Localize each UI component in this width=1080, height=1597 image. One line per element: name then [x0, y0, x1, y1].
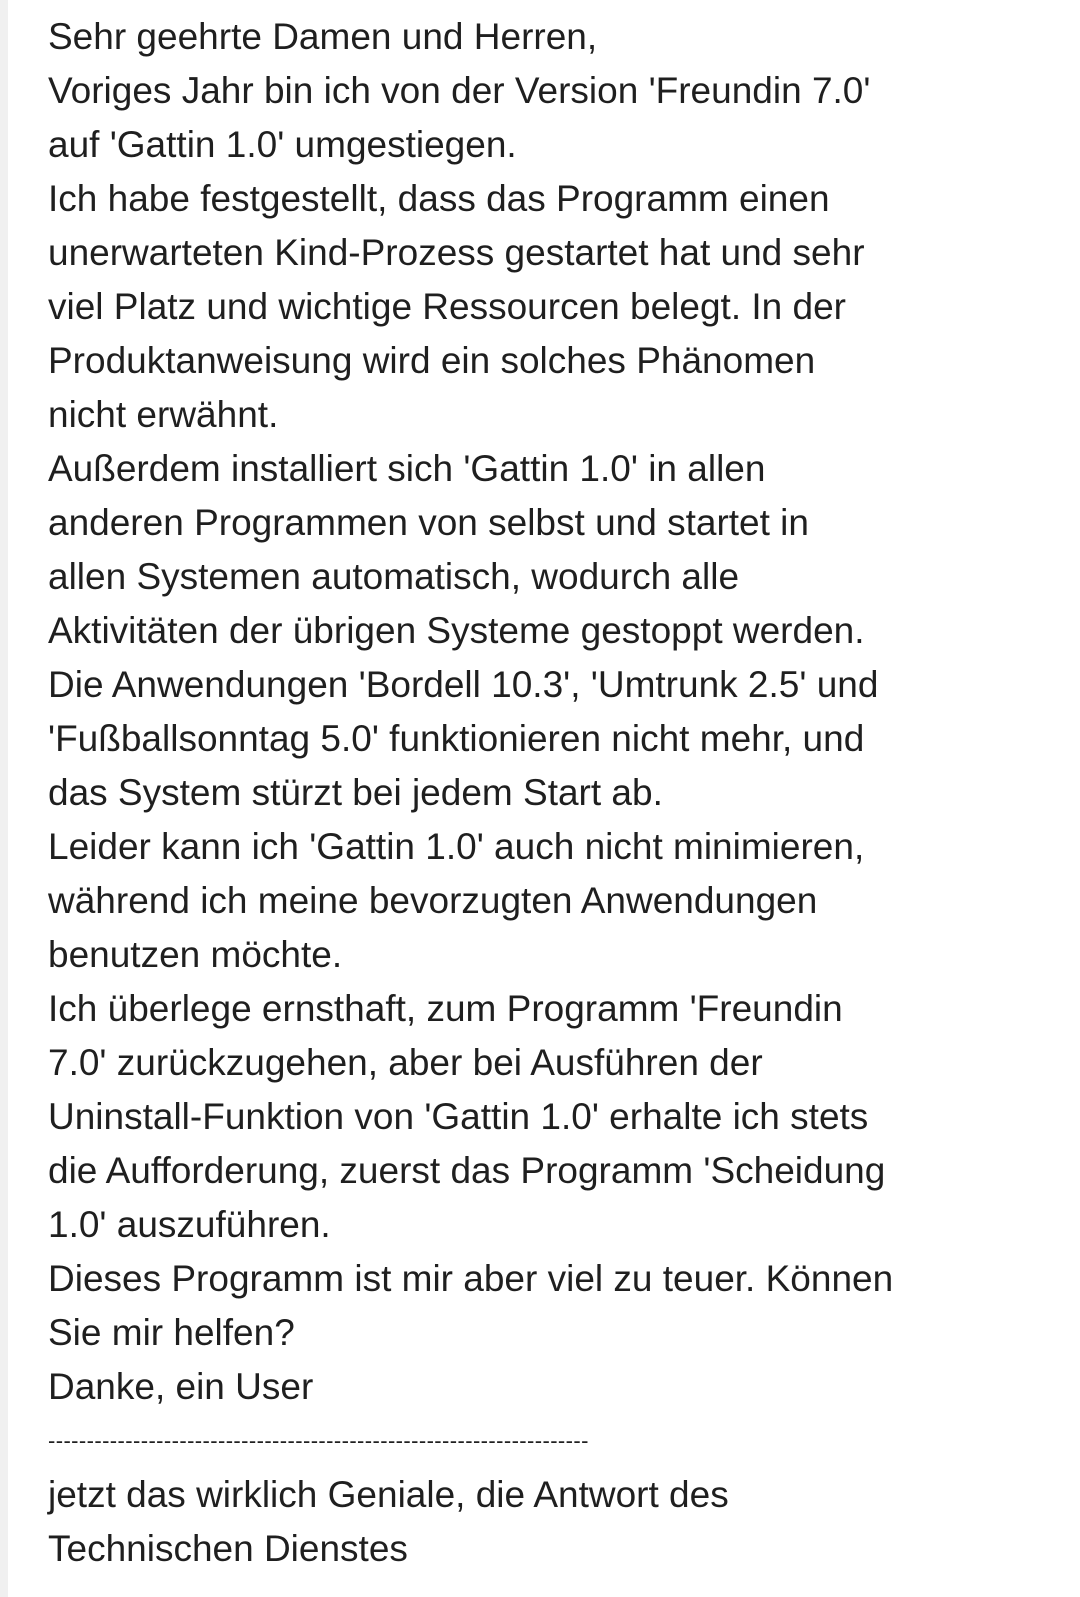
post-line: Sehr geehrte Damen und Herren,	[48, 16, 598, 57]
post-line: anderen Programmen von selbst und startet in	[48, 502, 809, 543]
post-line: benutzen möchte.	[48, 934, 343, 975]
post-line: Dieses Programm ist mir aber viel zu teuer. Können	[48, 1258, 894, 1299]
post-line: Ich überlege ernsthaft, zum Programm 'Freundin	[48, 988, 843, 1029]
post-line-after: jetzt das wirklich Geniale, die Antwort des	[48, 1474, 729, 1515]
post-line: Außerdem installiert sich 'Gattin 1.0' in allen	[48, 448, 766, 489]
post-line: Die Anwendungen 'Bordell 10.3', 'Umtrunk 2.5' und	[48, 664, 879, 705]
post-line: Aktivitäten der übrigen Systeme gestoppt werden.	[48, 610, 865, 651]
post-line: auf 'Gattin 1.0' umgestiegen.	[48, 124, 517, 165]
post-line: Leider kann ich 'Gattin 1.0' auch nicht minimieren,	[48, 826, 865, 867]
post-line: Uninstall-Funktion von 'Gattin 1.0' erhalte ich stets	[48, 1096, 869, 1137]
post-body	[48, 10, 1038, 1576]
post-line-after: Technischen Dienstes	[48, 1528, 408, 1569]
left-edge-strip	[0, 0, 8, 1597]
post-line: viel Platz und wichtige Ressourcen belegt. In der	[48, 286, 846, 327]
post-line: 7.0' zurückzugehen, aber bei Ausführen der	[48, 1042, 763, 1083]
dashed-divider: ----------------------------------------------------------------------	[48, 1428, 589, 1453]
post-line: das System stürzt bei jedem Start ab.	[48, 772, 663, 813]
post-line: während ich meine bevorzugten Anwendungen	[48, 880, 818, 921]
post-line: 1.0' auszuführen.	[48, 1204, 331, 1245]
post-line: Ich habe festgestellt, dass das Programm einen	[48, 178, 830, 219]
post-line: Danke, ein User	[48, 1366, 314, 1407]
post-line: 'Fußballsonntag 5.0' funktionieren nicht mehr, und	[48, 718, 865, 759]
post-line: die Aufforderung, zuerst das Programm 'Scheidung	[48, 1150, 886, 1191]
post-line: nicht erwähnt.	[48, 394, 279, 435]
post-line: unerwarteten Kind-Prozess gestartet hat und sehr	[48, 232, 865, 273]
post-line: allen Systemen automatisch, wodurch alle	[48, 556, 740, 597]
post-line: Voriges Jahr bin ich von der Version 'Freundin 7.0'	[48, 70, 871, 111]
post-line: Produktanweisung wird ein solches Phänomen	[48, 340, 816, 381]
post-line: Sie mir helfen?	[48, 1312, 295, 1353]
